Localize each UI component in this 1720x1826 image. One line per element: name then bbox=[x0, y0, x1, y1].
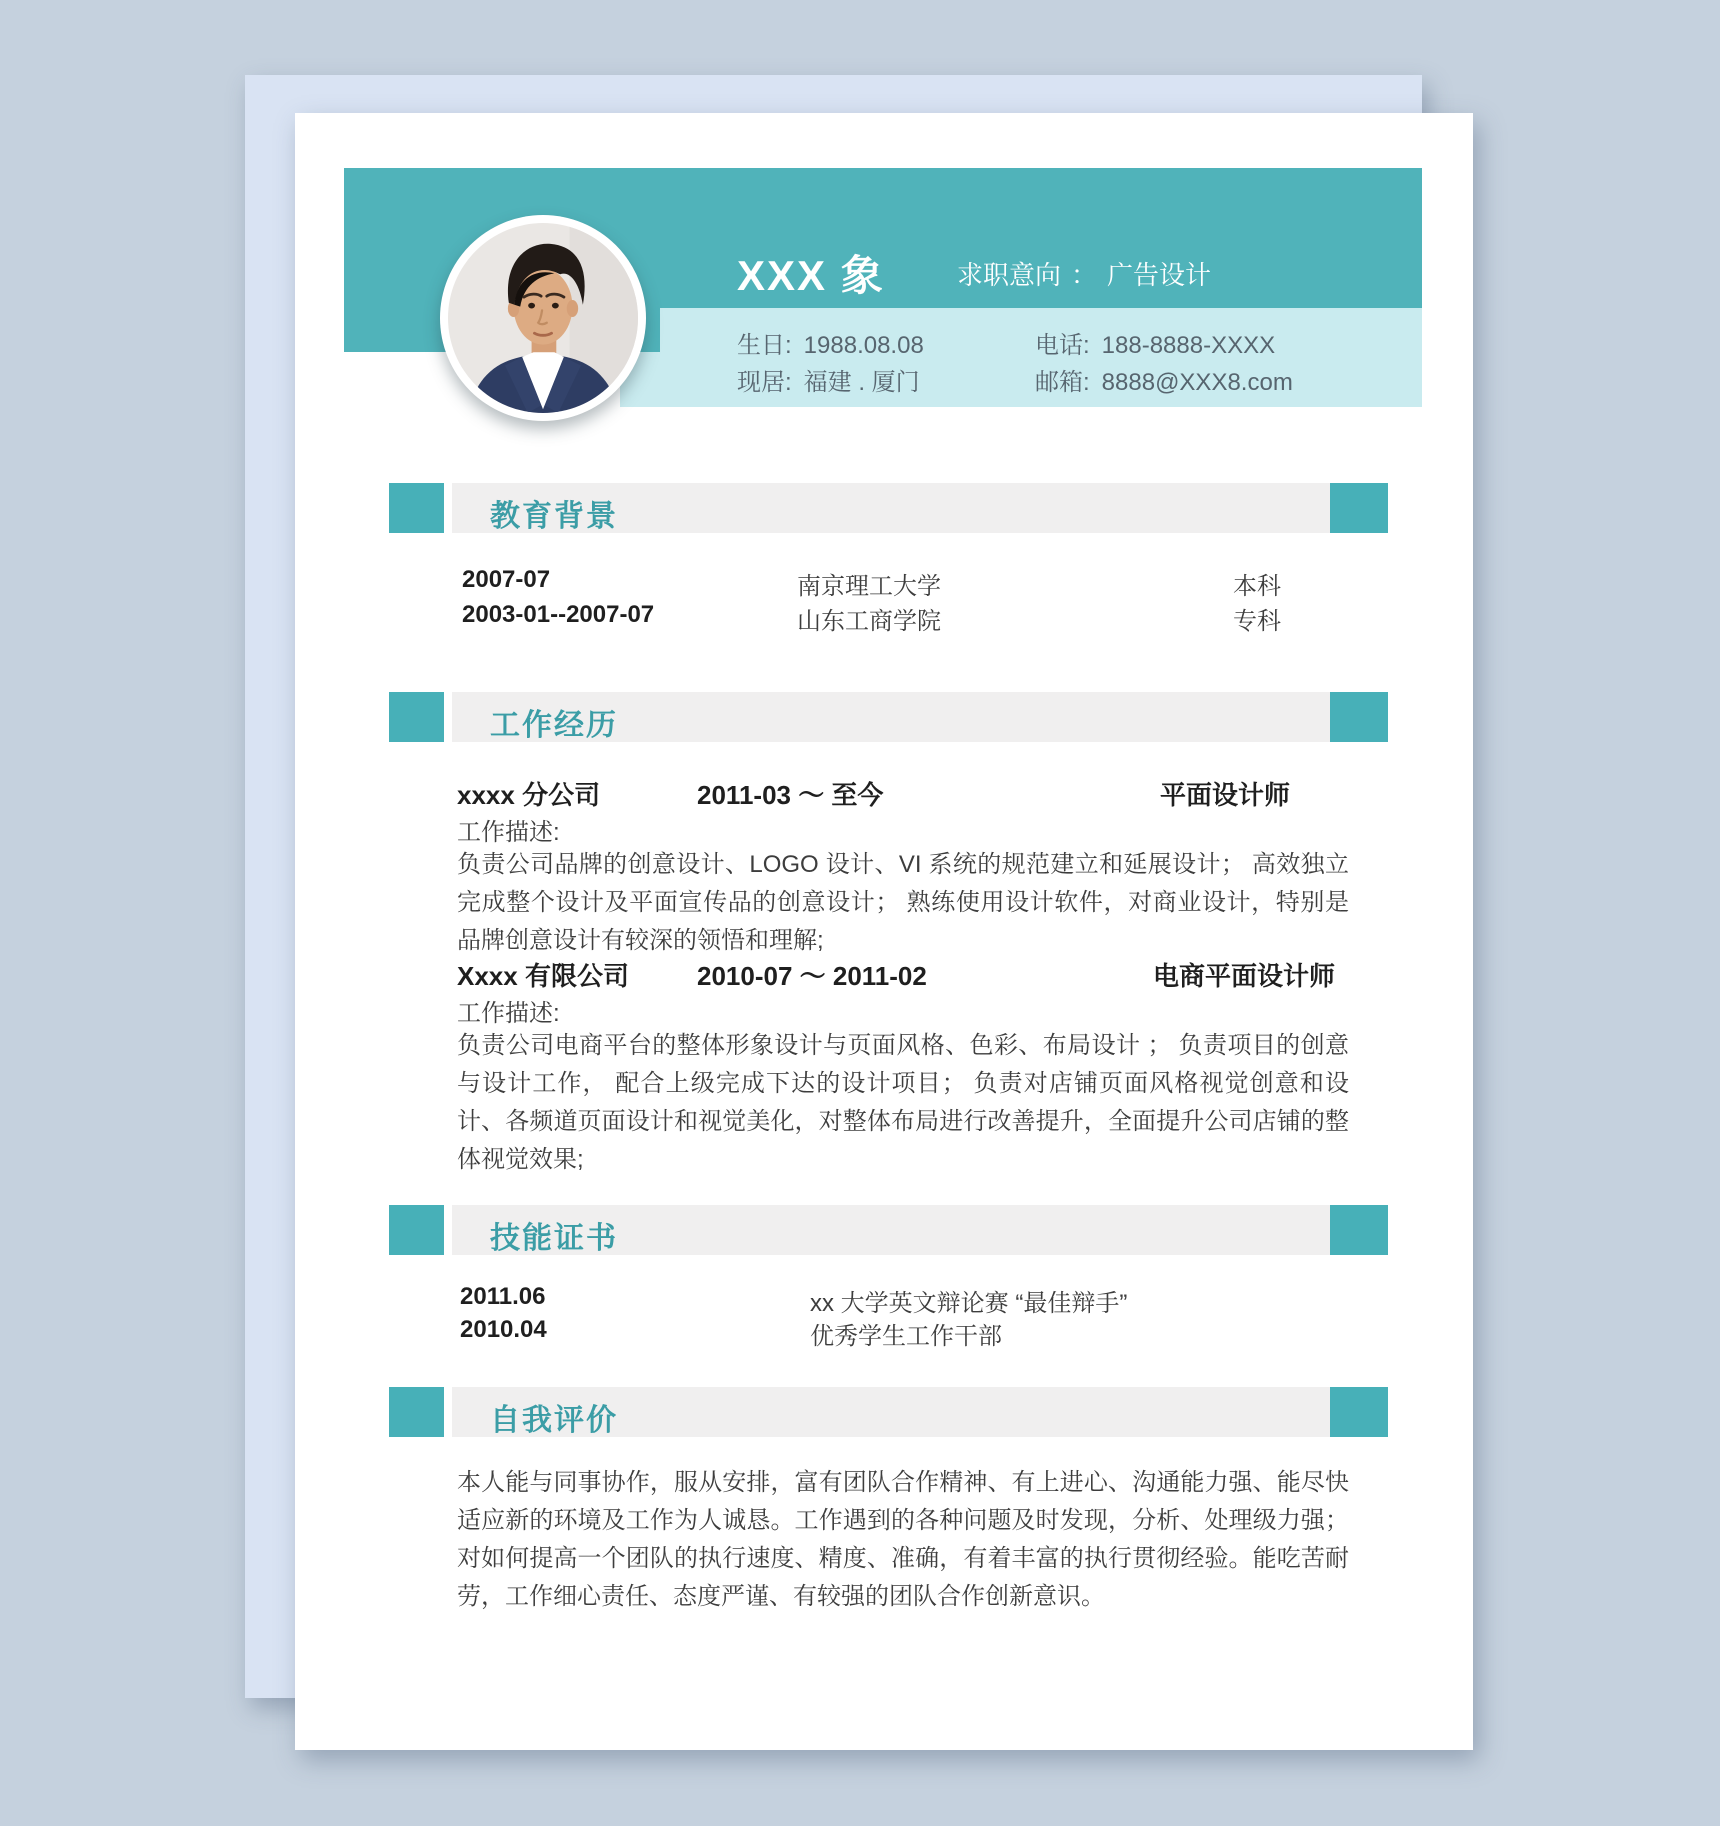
job-title: 电商平面设计师 bbox=[1153, 961, 1336, 991]
info-email bbox=[1035, 362, 1293, 397]
section-skills-title: 技能证书 bbox=[490, 1222, 618, 1255]
resume-page bbox=[295, 113, 1473, 1750]
section-marker-left bbox=[389, 1205, 444, 1255]
profile-photo-frame bbox=[440, 215, 646, 421]
job-intent bbox=[957, 255, 1221, 292]
info-birthday bbox=[737, 325, 924, 360]
education-degree: 本科 bbox=[1233, 573, 1281, 600]
section-education-header bbox=[389, 483, 1389, 533]
info-phone-label: 电话: bbox=[1035, 332, 1090, 359]
work-description: 负责公司品牌的创意设计、LOGO 设计、VI 系统的规范建立和延展设计； 高效独立完成整个设计及平面宣传品的创意设计； 熟练使用设计软件，对商业设计，特别是品牌创意设计有较深的领悟和理解; bbox=[457, 851, 1349, 954]
male-portrait-illustration bbox=[448, 223, 638, 413]
section-marker-left bbox=[389, 483, 444, 533]
education-period: 2007-07 bbox=[462, 566, 551, 593]
work-description: 负责公司电商平台的整体形象设计与页面风格、色彩、布局设计 ； 负责项目的创意与设计工作， 配合上级完成下达的设计项目； 负责对店铺页面风格视觉创意和设计、各频道页面设计和视觉美化，对整体布局进行改善提升，全面提升公司店铺的整体视觉效果; bbox=[457, 1032, 1349, 1173]
work-desc-label: 工作描述: bbox=[457, 819, 560, 846]
info-email-label: 邮箱: bbox=[1035, 369, 1090, 396]
section-marker-left bbox=[389, 1387, 444, 1437]
education-school: 南京理工大学 bbox=[797, 573, 941, 600]
work-desc-label: 工作描述: bbox=[457, 1000, 560, 1027]
education-degree: 专科 bbox=[1233, 608, 1281, 635]
certificate-name: xx 大学英文辩论赛 “最佳辩手” bbox=[810, 1290, 1128, 1317]
company-name: xxxx 分公司 bbox=[457, 780, 601, 810]
section-marker-right bbox=[1330, 1205, 1388, 1255]
certificate-date: 2010.04 bbox=[460, 1316, 547, 1343]
section-evaluation-title: 自我评价 bbox=[490, 1404, 618, 1437]
section-marker-right bbox=[1330, 483, 1388, 533]
section-work-title: 工作经历 bbox=[490, 709, 618, 742]
section-marker-right bbox=[1330, 1387, 1388, 1437]
job-title: 平面设计师 bbox=[1160, 780, 1291, 810]
section-marker-right bbox=[1330, 692, 1388, 742]
section-skills-header bbox=[389, 1205, 1389, 1255]
certificate-date: 2011.06 bbox=[460, 1283, 546, 1310]
info-birthday-value: 1988.08.08 bbox=[803, 332, 924, 359]
info-phone bbox=[1035, 325, 1275, 360]
info-residence-label: 现居: bbox=[737, 369, 792, 396]
work-period: 2011-03 ～ 至今 bbox=[697, 780, 884, 810]
job-intent-separator: ： bbox=[1071, 260, 1098, 290]
job-intent-value: 广告设计 bbox=[1107, 260, 1212, 290]
info-birthday-label: 生日: bbox=[737, 332, 792, 359]
job-intent-label: 求职意向 bbox=[957, 260, 1062, 290]
section-work-header bbox=[389, 692, 1389, 742]
education-school: 山东工商学院 bbox=[797, 608, 941, 635]
certificate-name: 优秀学生工作干部 bbox=[810, 1323, 1002, 1350]
section-education-title: 教育背景 bbox=[490, 500, 618, 533]
candidate-name: XXX 象 bbox=[737, 252, 885, 299]
info-residence-value: 福建 . 厦门 bbox=[803, 369, 920, 396]
info-email-value: 8888@XXX8.com bbox=[1101, 369, 1293, 396]
education-period: 2003-01--2007-07 bbox=[462, 601, 655, 628]
section-marker-left bbox=[389, 692, 444, 742]
section-evaluation-header bbox=[389, 1387, 1389, 1437]
self-evaluation-text: 本人能与同事协作，服从安排，富有团队合作精神、有上进心、沟通能力强、能尽快适应新的环境及工作为人诚恳。工作遇到的各种问题及时发现，分析、处理级力强；对如何提高一个团队的执行速度、精度、准确，有着丰富的执行贯彻经验。能吃苦耐劳，工作细心责任、态度严谨、有较强的团队合作创新意识。 bbox=[457, 1469, 1349, 1610]
company-name: Xxxx 有限公司 bbox=[457, 961, 629, 991]
work-period: 2010-07 ～ 2011-02 bbox=[697, 961, 927, 991]
info-residence bbox=[737, 362, 920, 397]
profile-photo bbox=[448, 223, 638, 413]
info-phone-value: 188-8888-XXXX bbox=[1101, 332, 1276, 359]
